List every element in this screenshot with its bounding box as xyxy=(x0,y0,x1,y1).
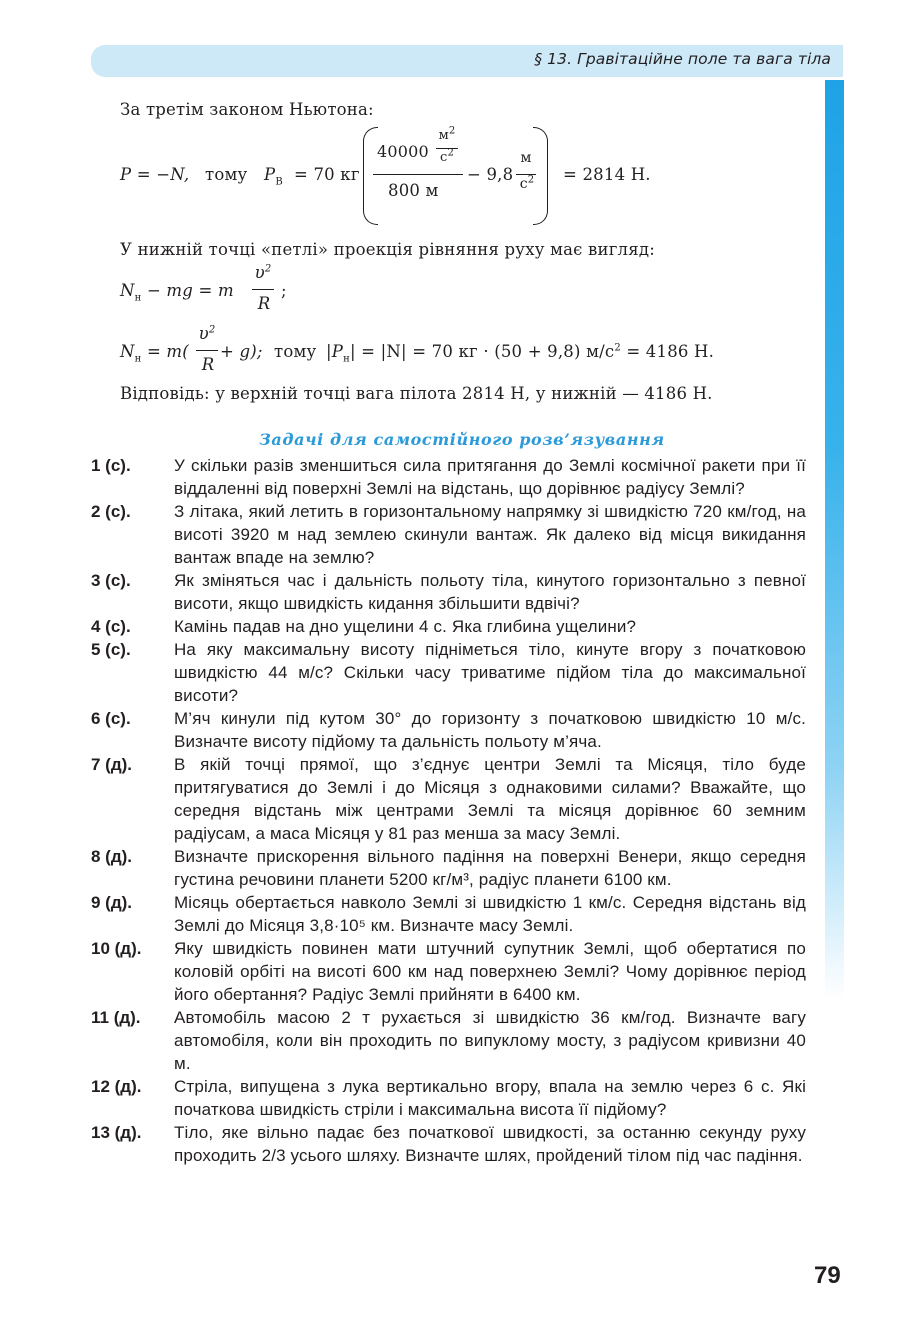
eq1-frac-den: 800 м xyxy=(388,181,439,200)
page-number: 79 xyxy=(814,1262,841,1289)
left-paren xyxy=(363,127,378,225)
eq2-frac-den: R xyxy=(257,294,271,313)
eq3-frac-line xyxy=(196,350,218,351)
side-accent-bar xyxy=(825,80,844,1000)
problem-number: 9 (д). xyxy=(91,893,133,912)
problem-text: Тіло, яке вільно падає без початкової швидкості, за останню секунду руху проходить 2/3 усього шляху. Визначте шлях, пройдений тілом під час падіння. xyxy=(174,1123,806,1165)
problem-item xyxy=(91,891,806,937)
eq3-frac-den: R xyxy=(201,355,215,374)
problem-item xyxy=(91,753,806,845)
eq3-frac-num: $\upsilon^2$ xyxy=(198,324,216,343)
problem-item xyxy=(91,454,806,500)
problem-number: 11 (д). xyxy=(91,1008,141,1027)
eq1-lhs: P = −N, xyxy=(120,165,190,184)
problem-text: Автомобіль масою 2 т рухається зі швидкістю 36 км/год. Визначте вагу автомобіля, коли він проходить по випуклому мосту, з радіусом кривизни 40 м. xyxy=(174,1008,806,1073)
problem-item xyxy=(91,1006,806,1075)
eq1-minus-g: − 9,8 xyxy=(467,165,514,184)
eq3-word: тому xyxy=(274,342,317,361)
problem-text: В якій точці прямої, що з’єднує центри Землі та Місяця, тіло буде притягуватися до Землі і до Місяця з однаковими силами? Вважайте, що середня відстань між центрами Землі та місяця дорівнює 60 земним радіусам, а маса Місяця у 81 раз менша за масу Землі. xyxy=(174,755,806,843)
problem-item xyxy=(91,937,806,1006)
problem-number: 1 (с). xyxy=(91,456,131,475)
solution-intro: За третім законом Ньютона: xyxy=(120,100,374,119)
problem-text: М’яч кинули під кутом 30° до горизонту з початковою швидкістю 10 м/с. Визначте висоту підйому та дальність польоту м’яча. xyxy=(174,709,806,751)
problem-text: З літака, який летить в горизонтальному напрямку зі швидкістю 720 км/год, на висоті 3920 м над землею скинули вантаж. Як далеко від місця викидання вантаж впаде на землю? xyxy=(174,502,806,567)
problem-text: На яку максимальну висоту підніметься тіло, кинуте вгору з початковою швидкістю 44 м/с? Скільки часу триватиме підйом тіла до максимальної висоти? xyxy=(174,640,806,705)
problem-number: 10 (д). xyxy=(91,939,142,958)
problem-item xyxy=(91,845,806,891)
eq1-frac-num: 40000 xyxy=(377,142,429,161)
problem-text: Яку швидкість повинен мати штучний супутник Землі, щоб обертатися по коловій орбіті на висоті 600 км над поверхнею Землі? Чому дорівнює період його обертання? Радіус Землі прийняти в 6400 км. xyxy=(174,939,806,1004)
problem-number: 12 (д). xyxy=(91,1077,142,1096)
problem-item xyxy=(91,707,806,753)
problem-item xyxy=(91,638,806,707)
right-paren xyxy=(533,127,548,225)
problem-text: Як зміняться час і дальність польоту тіла, кинутого горизонтально з певної висоти, якщо швидкість кидання збільшити вдвічі? xyxy=(174,571,806,613)
eq1-g-unit-num: м xyxy=(520,150,532,166)
problem-text: Місяць обертається навколо Землі зі швидкістю 1 км/с. Середня відстань від Землі до Місяця 3,8·10⁵ км. Визначте масу Землі. xyxy=(174,893,806,935)
problem-list xyxy=(91,454,806,1167)
problem-item xyxy=(91,1075,806,1121)
eq3-rest: $|P_н| = |N| = 70$ кг · (50 + 9,8) $м/с^2 = 4186$ Н. xyxy=(326,342,715,365)
lower-point-intro: У нижній точці «петлі» проекція рівняння руху має вигляд: xyxy=(120,240,655,259)
problem-item xyxy=(91,1121,806,1167)
problem-number: 6 (с). xyxy=(91,709,131,728)
problem-number: 4 (с). xyxy=(91,617,131,636)
eq1-pv: $P_В$ xyxy=(264,165,283,188)
eq1-result: = 2814 Н. xyxy=(563,165,651,184)
section-heading: Задачі для самостійного розв’язування xyxy=(259,430,665,449)
problem-number: 13 (д). xyxy=(91,1123,142,1142)
eq3-plus-g: + g); xyxy=(220,342,263,361)
problem-text: У скільки разів зменшиться сила притягання до Землі космічної ракети при її віддаленні від поверхні Землі на відстань, що дорівнює радіусу Землі? xyxy=(174,456,806,498)
problem-text: Камінь падав на дно ущелини 4 с. Яка глибина ущелини? xyxy=(174,617,637,636)
section-header-bar xyxy=(91,45,843,77)
problem-number: 5 (с). xyxy=(91,640,131,659)
answer-line: Відповідь: у верхній точці вага пілота 2814 Н, у нижній — 4186 Н. xyxy=(120,384,713,403)
eq1-frac-num-unit-num: $м^2$ xyxy=(438,125,456,143)
problem-item xyxy=(91,569,806,615)
problem-number: 2 (с). xyxy=(91,502,131,521)
problem-number: 8 (д). xyxy=(91,847,133,866)
eq1-word: тому xyxy=(205,165,248,184)
eq2-frac-line xyxy=(252,289,274,290)
problem-text: Визначте прискорення вільного падіння на поверхні Венери, якщо середня густина речовини планети 5200 кг/м³, радіус планети 6100 км. xyxy=(174,847,806,889)
problem-number: 3 (с). xyxy=(91,571,131,590)
eq3-lhs: $N_н = m$( xyxy=(120,342,189,365)
eq2-frac-num: $\upsilon^2$ xyxy=(254,263,272,282)
eq1-frac-num-unit-den: $с^2$ xyxy=(439,147,455,165)
problem-item xyxy=(91,615,806,638)
problem-item xyxy=(91,500,806,569)
section-title: § 13. Гравітаційне поле та вага тіла xyxy=(534,50,831,68)
problem-text: Стріла, випущена з лука вертикально вгору, впала на землю через 6 с. Які початкова швидкість стріли і максимальна висота її підйому? xyxy=(174,1077,806,1119)
eq2-lhs: $N_н$ − mg = m xyxy=(120,281,234,304)
eq1-g-unit-den: $с^2$ xyxy=(519,174,535,192)
eq1-mass: = 70 кг xyxy=(294,165,360,184)
eq1-main-frac-line xyxy=(373,174,463,175)
eq2-end: ; xyxy=(281,281,287,300)
problem-number: 7 (д). xyxy=(91,755,133,774)
